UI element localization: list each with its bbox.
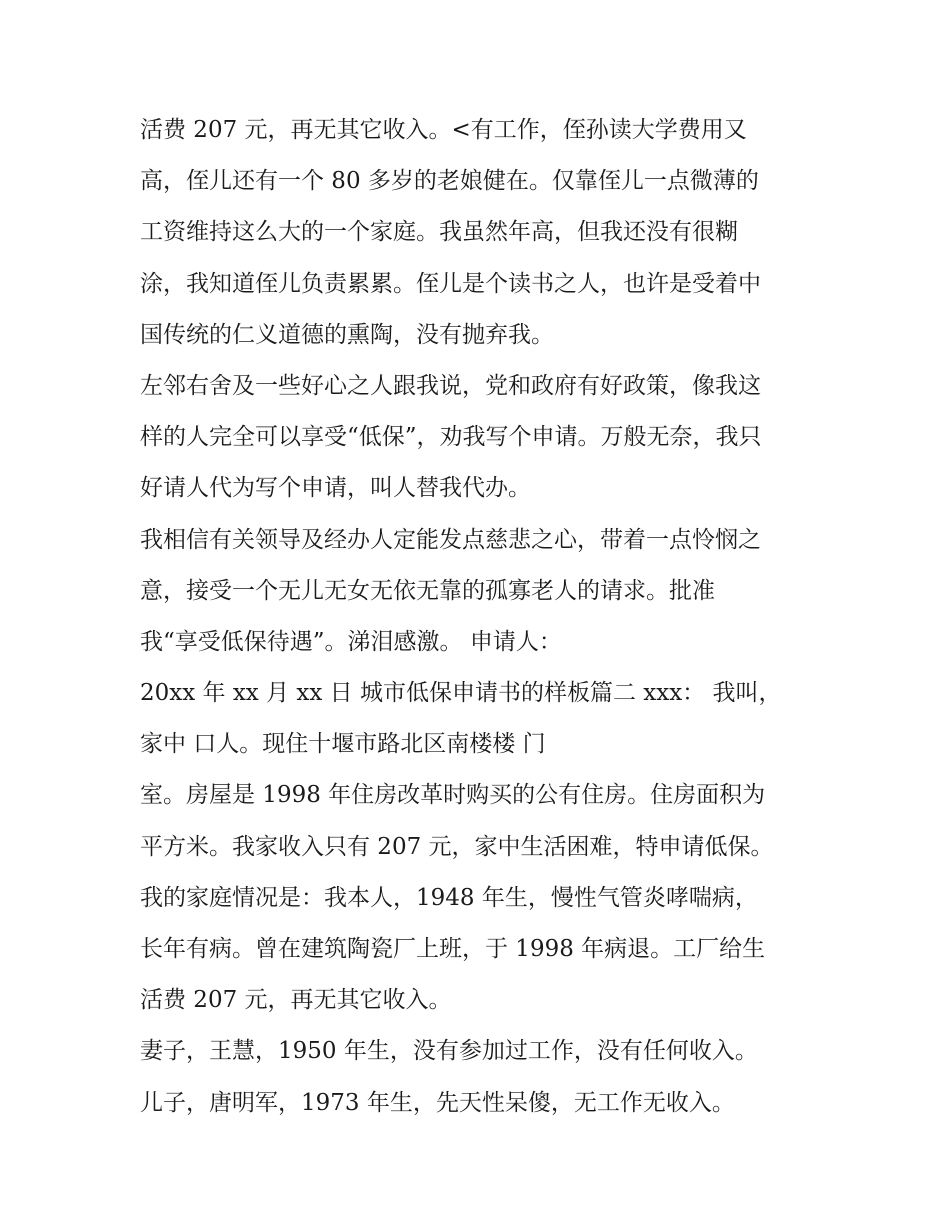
text-line: 工资维持这么大的一个家庭。我虽然年高，但我还没有很糊 bbox=[140, 219, 738, 246]
text-line: 家中 口人。现住十堰市路北区南楼楼 门 bbox=[140, 731, 546, 758]
text-line: 我相信有关领导及经办人定能发点慈悲之心，带着一点怜悯之 bbox=[140, 526, 761, 553]
text-line: 意，接受一个无儿无女无依无靠的孤寡老人的请求。批准 bbox=[140, 577, 715, 604]
text-line: 20xx 年 xx 月 xx 日 城市低保申请书的样板篇二 xxx： 我叫， bbox=[140, 680, 782, 707]
text-line: 室。房屋是 1998 年住房改革时购买的公有住房。住房面积为 bbox=[140, 782, 766, 809]
text-line: 高，侄儿还有一个 80 多岁的老娘健在。仅靠侄儿一点微薄的 bbox=[140, 168, 759, 195]
text-line: 涂，我知道侄儿负责累累。侄儿是个读书之人，也许是受着中 bbox=[140, 270, 761, 297]
text-line: 左邻右舍及一些好心之人跟我说，党和政府有好政策，像我这 bbox=[140, 372, 761, 399]
text-line: 活费 207 元，再无其它收入。 bbox=[140, 987, 452, 1014]
body-text bbox=[140, 105, 820, 1129]
text-line: 长年有病。曾在建筑陶瓷厂上班，于 1998 年病退。工厂给生 bbox=[140, 936, 766, 962]
text-line: 妻子，王慧，1950 年生，没有参加过工作，没有任何收入。 bbox=[140, 1038, 758, 1065]
text-line: 国传统的仁义道德的熏陶，没有抛弃我。 bbox=[140, 321, 554, 348]
text-line: 平方米。我家收入只有 207 元，家中生活困难，特申请低保。 bbox=[140, 833, 774, 860]
text-line: 我“享受低保待遇”。涕泪感激。 申请人： bbox=[140, 628, 562, 655]
text-line: 儿子，唐明军，1973 年生，先天性呆傻，无工作无收入。 bbox=[140, 1089, 735, 1116]
text-line: 我的家庭情况是：我本人，1948 年生，慢性气管炎哮喘病， bbox=[140, 884, 758, 911]
text-line: 好请人代为写个申请，叫人替我代办。 bbox=[140, 475, 531, 502]
text-line: 样的人完全可以享受“低保”，劝我写个申请。万般无奈，我只 bbox=[140, 424, 762, 451]
text-line: 活费 207 元，再无其它收入。<有工作，侄孙读大学费用又 bbox=[140, 117, 747, 143]
